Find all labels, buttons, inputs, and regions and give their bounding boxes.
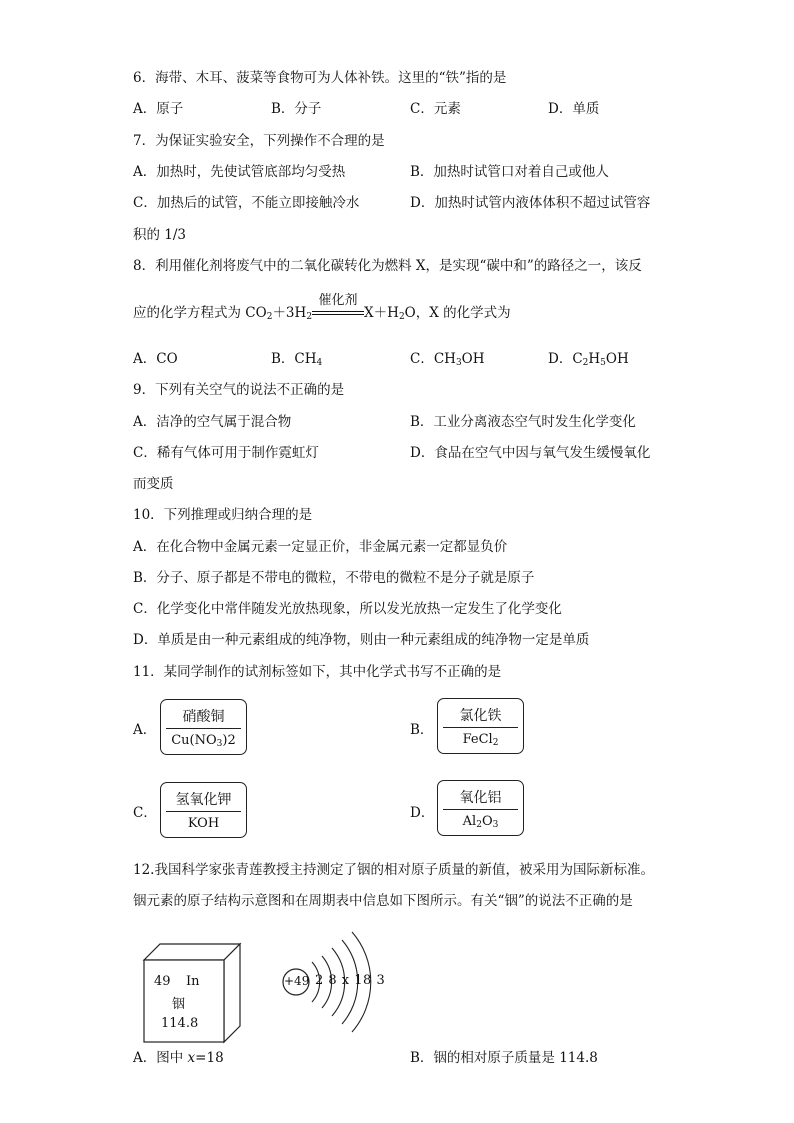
reagent-label-d bbox=[437, 780, 524, 836]
q11-option-d-label: D． bbox=[410, 805, 435, 821]
q10-option-d: D．单质是由一种元素组成的纯净物，则由一种元素组成的纯净物一定是单质 bbox=[133, 632, 590, 648]
reagent-formula-a: $Cu(NO_3)2$ bbox=[171, 733, 236, 749]
q12-option-a: A．图中 x=18 bbox=[133, 1050, 224, 1066]
q7-option-c: C．加热后的试管，不能立即接触冷水 bbox=[133, 195, 360, 211]
reagent-name-c: 氢氧化钾 bbox=[175, 792, 232, 808]
q9-option-d: D．食品在空气中因与氧气发生缓慢氧化 bbox=[410, 445, 651, 461]
q6-option-b: B．分子 bbox=[271, 101, 322, 117]
q9-stem: 9．下列有关空气的说法不正确的是 bbox=[133, 382, 345, 398]
q8-eq-prefix: 应的化学方程式为 CO bbox=[133, 305, 267, 321]
q6-option-d: D．单质 bbox=[548, 101, 600, 117]
q10-option-b: B．分子、原子都是不带电的微粒，不带电的微粒不是分子就是原子 bbox=[133, 570, 535, 586]
q7-option-d: D．加热时试管内液体体积不超过试管容 bbox=[410, 195, 651, 211]
q12-option-b: B．铟的相对原子质量是 114.8 bbox=[410, 1050, 598, 1066]
q10-option-a: A．在化合物中金属元素一定显正价，非金属元素一定都显负价 bbox=[133, 539, 508, 555]
catalyst-arrow bbox=[312, 292, 364, 319]
q6-stem: 6．海带、木耳、菠菜等食物可为人体补铁。这里的“铁”指的是 bbox=[133, 70, 507, 86]
reagent-name-b: 氯化铁 bbox=[459, 708, 502, 724]
q9-option-b: B．工业分离液态空气时发生化学变化 bbox=[410, 414, 636, 430]
reagent-name-a: 硝酸铜 bbox=[182, 709, 225, 725]
q9-option-a: A．洁净的空气属于混合物 bbox=[133, 414, 292, 430]
q11-option-b-label: B． bbox=[410, 722, 434, 738]
reagent-formula-c: KOH bbox=[187, 816, 220, 831]
nucleus-charge: +49 bbox=[284, 974, 310, 988]
reagent-label-b bbox=[437, 698, 524, 754]
q8-option-c: C．$CH_3OH$ bbox=[410, 351, 485, 368]
q11-stem: 11．某同学制作的试剂标签如下，其中化学式书写不正确的是 bbox=[133, 664, 502, 680]
q10-stem: 10．下列推理或归纳合理的是 bbox=[133, 507, 313, 523]
reagent-label-c bbox=[160, 782, 247, 838]
cell-symbol: In bbox=[186, 974, 200, 989]
q8-option-a: A．CO bbox=[133, 351, 178, 367]
cell-atomic-number: 49 bbox=[154, 974, 171, 989]
reagent-name-d: 氧化铝 bbox=[459, 790, 502, 806]
atomic-structure-diagram bbox=[278, 918, 388, 1038]
q9-option-c: C．稀有气体可用于制作霓虹灯 bbox=[133, 445, 319, 461]
q7-option-a: A．加热时，先使试管底部均匀受热 bbox=[133, 164, 346, 180]
q8-eq-h2-sub: 2 bbox=[306, 312, 313, 322]
cell-element-name: 铟 bbox=[172, 997, 186, 1012]
q8-option-d: D．$C_2H_5OH$ bbox=[548, 351, 629, 368]
q8-eq-mid: ＋3H bbox=[272, 305, 307, 321]
q11-option-c-label: C． bbox=[133, 805, 157, 821]
q12-stem-line2: 铟元素的原子结构示意图和在周期表中信息如下图所示。有关“铟”的说法不正确的是 bbox=[133, 893, 633, 909]
q8-eq-h2o-sub: 2 bbox=[398, 312, 405, 322]
q8-stem: 8．利用催化剂将废气中的二氧化碳转化为燃料 X，是实现“碳中和”的路径之一，该反 bbox=[133, 258, 642, 274]
q8-eq-x: X＋H bbox=[364, 305, 399, 321]
q7-option-d-continued: 积的 1/3 bbox=[133, 227, 187, 243]
reagent-formula-b: FeCl$_2$ bbox=[462, 732, 499, 748]
q7-stem: 7．为保证实验安全，下列操作不合理的是 bbox=[133, 133, 385, 149]
q7-option-b: B．加热时试管口对着自己或他人 bbox=[410, 164, 609, 180]
periodic-table-cell bbox=[136, 936, 246, 1044]
q12-stem-line1: 12.我国科学家张青莲教授主持测定了铟的相对原子质量的新值，被采用为国际新标准。 bbox=[133, 862, 654, 878]
shell-electron-counts: 2 8 x 18 3 bbox=[315, 973, 386, 988]
q8-equation bbox=[133, 292, 511, 322]
q8-option-b: B．$CH_4$ bbox=[271, 351, 323, 368]
q10-option-c: C．化学变化中常伴随发光放热现象，所以发光放热一定发生了化学变化 bbox=[133, 601, 562, 617]
q8-eq-co2-sub: 2 bbox=[266, 312, 273, 322]
q6-option-a: A．原子 bbox=[133, 101, 184, 117]
reagent-label-a bbox=[160, 699, 247, 755]
q11-option-a-label: A． bbox=[133, 722, 157, 738]
q6-option-c: C．元素 bbox=[410, 101, 461, 117]
q9-option-d-continued: 而变质 bbox=[133, 476, 174, 492]
q8-eq-suffix: O，X 的化学式为 bbox=[404, 305, 511, 321]
cell-atomic-mass: 114.8 bbox=[161, 1016, 199, 1031]
reagent-formula-d: $Al_2O_3$ bbox=[462, 814, 499, 830]
catalyst-label: 催化剂 bbox=[318, 292, 358, 308]
